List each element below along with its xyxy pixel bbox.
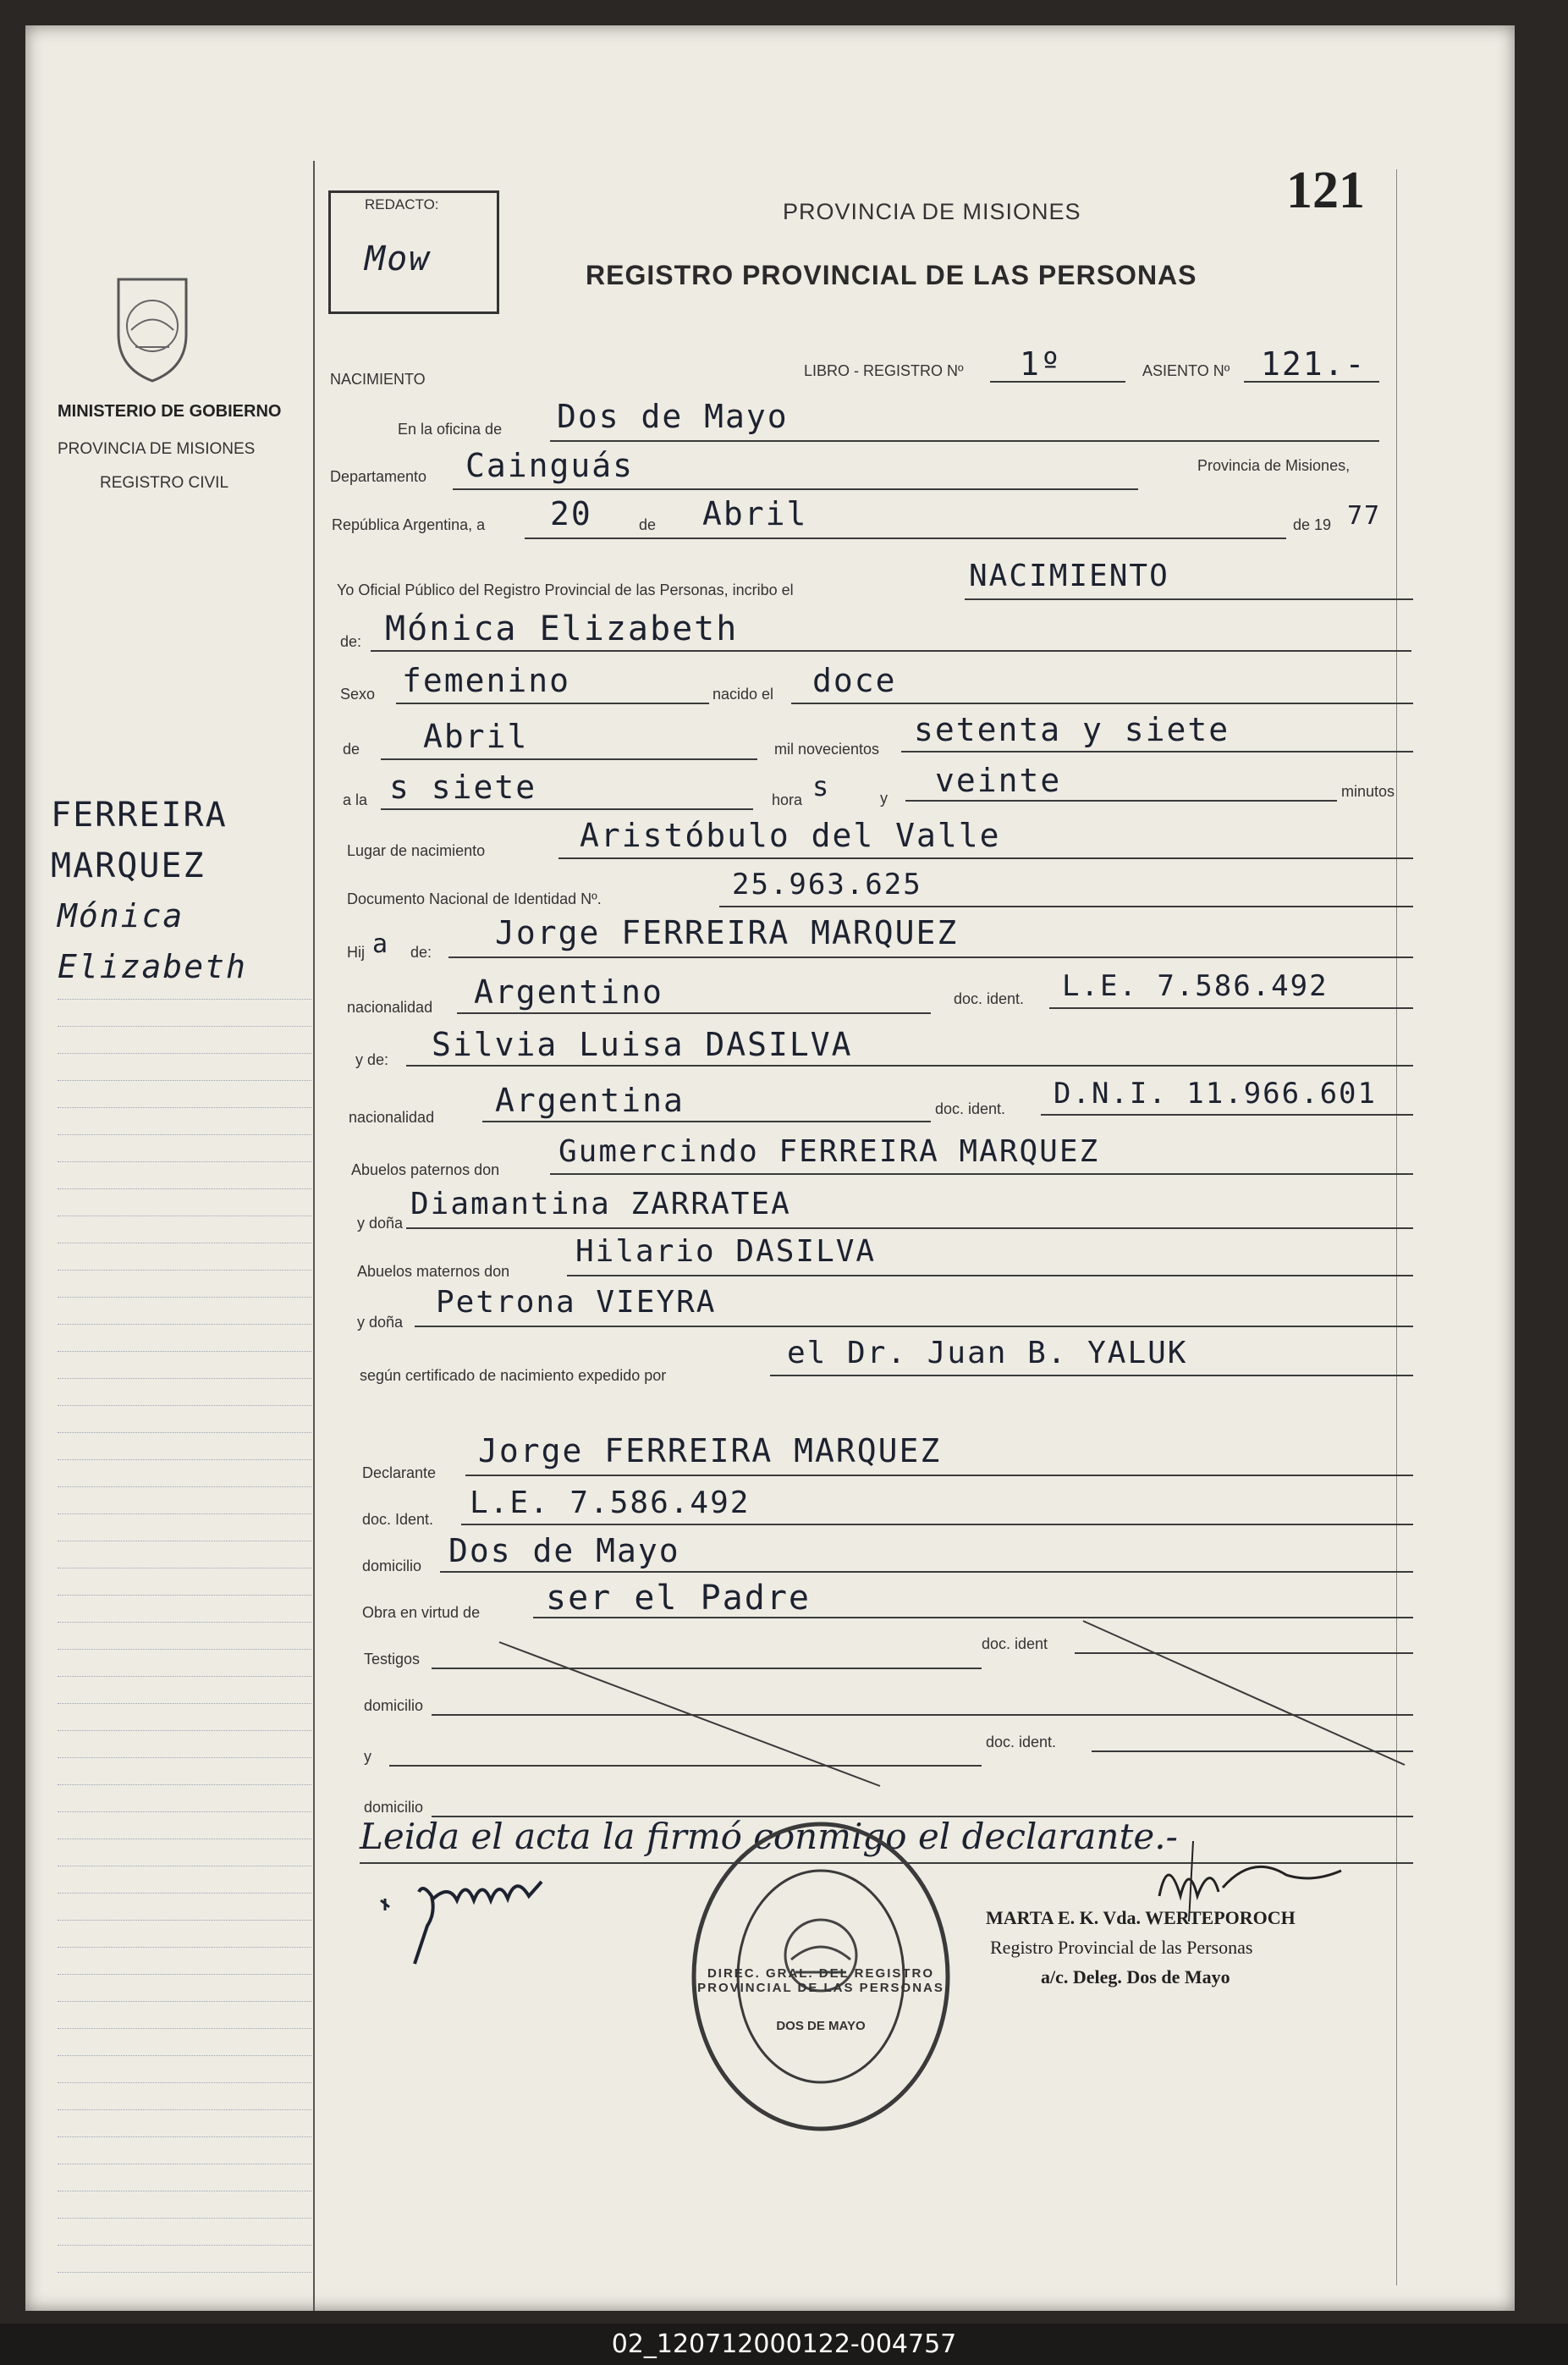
official-seal bbox=[685, 1816, 956, 2137]
testigo2-dom-label: domicilio bbox=[364, 1799, 424, 1816]
fecha-year-label: de 19 bbox=[1293, 516, 1332, 533]
abuelo-p-label: Abuelos paternos don bbox=[351, 1161, 500, 1178]
hora-label: a la bbox=[343, 791, 368, 808]
ministry-line2: PROVINCIA DE MISIONES bbox=[58, 440, 256, 458]
nac-madre-value: Argentina bbox=[495, 1082, 685, 1119]
nacido-value: doce bbox=[812, 662, 897, 699]
mes-label: de bbox=[343, 741, 360, 758]
libro-value: 1º bbox=[1020, 345, 1062, 383]
nac-padre-value: Argentino bbox=[474, 973, 663, 1011]
departamento-label: Departamento bbox=[330, 468, 427, 485]
hora-value: s siete bbox=[389, 769, 537, 806]
ministry-line1: MINISTERIO DE GOBIERNO bbox=[58, 402, 282, 421]
nombre-label: de: bbox=[340, 633, 362, 650]
official-name: MARTA E. K. Vda. WERTEPOROCH bbox=[986, 1907, 1296, 1928]
seal-inner-text: DOS DE MAYO bbox=[776, 2019, 866, 2033]
madre-value: Silvia Luisa DASILVA bbox=[432, 1026, 853, 1063]
obra-value: ser el Padre bbox=[546, 1579, 811, 1618]
official-role: Registro Provincial de las Personas bbox=[990, 1937, 1253, 1958]
redacto-initials: Mow bbox=[365, 240, 432, 278]
obra-label: Obra en virtud de bbox=[362, 1604, 481, 1621]
oficial-label: Yo Oficial Público del Registro Provincial de las Personas, incribo el bbox=[337, 582, 794, 598]
decl-doc-label: doc. Ident. bbox=[362, 1511, 434, 1528]
mil-value: setenta y siete bbox=[914, 711, 1230, 748]
closing-statement: Leida el acta la firmó conmigo el declarante.- bbox=[360, 1816, 1178, 1857]
margin-note-line4: Elizabeth bbox=[58, 948, 247, 985]
declarant-signature bbox=[372, 1866, 592, 1976]
horas-suffix: s bbox=[812, 770, 831, 802]
dni-label: Documento Nacional de Identidad Nº. bbox=[347, 890, 602, 907]
abuelo-p-value: Gumercindo FERREIRA MARQUEZ bbox=[558, 1134, 1100, 1169]
document-page bbox=[25, 25, 1515, 2311]
fecha-year: 77 bbox=[1347, 501, 1382, 531]
fecha-month: Abril bbox=[702, 495, 808, 532]
act-type-label: NACIMIENTO bbox=[330, 371, 426, 388]
y-label: y bbox=[880, 790, 888, 807]
province-heading: PROVINCIA DE MISIONES bbox=[783, 199, 1081, 224]
mil-label: mil novecientos bbox=[774, 741, 880, 758]
doc-madre-label: doc. ident. bbox=[935, 1100, 1006, 1117]
padre-suffix: a bbox=[372, 929, 390, 959]
image-id-caption: 02_120712000122-004757 bbox=[0, 2324, 1568, 2365]
doc-padre-label: doc. ident. bbox=[954, 990, 1025, 1007]
fecha-de: de bbox=[639, 516, 657, 533]
y-testigo-doc-label: doc. ident. bbox=[986, 1734, 1057, 1750]
minutos-label: minutos bbox=[1341, 783, 1395, 800]
declarante-label: Declarante bbox=[362, 1464, 437, 1481]
margin-note-line3: Mónica bbox=[58, 897, 184, 934]
nac-padre-label: nacionalidad bbox=[347, 999, 433, 1016]
madre-label: y de: bbox=[355, 1051, 389, 1068]
libro-label: LIBRO - REGISTRO Nº bbox=[804, 362, 964, 379]
nacido-label: nacido el bbox=[712, 686, 774, 703]
nombre-value: Mónica Elizabeth bbox=[385, 609, 739, 648]
asiento-label: ASIENTO Nº bbox=[1142, 362, 1230, 379]
fecha-day: 20 bbox=[550, 495, 592, 532]
sexo-value: femenino bbox=[402, 662, 571, 699]
oficial-value: NACIMIENTO bbox=[969, 559, 1169, 593]
sexo-label: Sexo bbox=[340, 686, 376, 703]
minutos-value: veinte bbox=[935, 762, 1062, 799]
decl-doc-value: L.E. 7.586.492 bbox=[470, 1486, 751, 1520]
testigos-doc-label: doc. ident bbox=[982, 1635, 1048, 1652]
horas-label: hora bbox=[772, 791, 803, 808]
abuela-m-value: Petrona VIEYRA bbox=[436, 1285, 717, 1320]
y-testigo-label: y bbox=[364, 1748, 371, 1765]
ministry-line3: REGISTRO CIVIL bbox=[100, 474, 229, 492]
doc-madre-value: D.N.I. 11.966.601 bbox=[1054, 1077, 1377, 1111]
padre-label-post: de: bbox=[410, 944, 432, 961]
departamento-value: Cainguás bbox=[465, 447, 635, 484]
nac-madre-label: nacionalidad bbox=[349, 1109, 435, 1126]
abuela-m-label: y doña bbox=[357, 1314, 404, 1331]
asiento-value: 121.- bbox=[1261, 345, 1367, 383]
abuelo-m-label: Abuelos maternos don bbox=[357, 1263, 510, 1280]
fecha-label: República Argentina, a bbox=[332, 516, 486, 533]
certificado-label: según certificado de nacimiento expedido por bbox=[360, 1367, 667, 1384]
lugar-value: Aristóbulo del Valle bbox=[580, 817, 1001, 854]
lugar-label: Lugar de nacimiento bbox=[347, 842, 486, 859]
margin-note-line1: FERREIRA bbox=[51, 796, 228, 835]
folio-number: 121 bbox=[1286, 162, 1365, 219]
dni-value: 25.963.625 bbox=[732, 868, 922, 901]
mes-value: Abril bbox=[423, 718, 529, 755]
testigos-dom-label: domicilio bbox=[364, 1697, 424, 1714]
official-delegation: a/c. Deleg. Dos de Mayo bbox=[1041, 1966, 1230, 1987]
certificado-value: el Dr. Juan B. YALUK bbox=[787, 1336, 1188, 1370]
padre-value: Jorge FERREIRA MARQUEZ bbox=[495, 914, 959, 951]
padre-label-pre: Hij bbox=[347, 944, 365, 961]
redacto-label: REDACTO: bbox=[365, 196, 439, 212]
testigos-label: Testigos bbox=[364, 1651, 421, 1668]
abuelo-m-value: Hilario DASILVA bbox=[575, 1234, 877, 1269]
declarante-value: Jorge FERREIRA MARQUEZ bbox=[478, 1432, 942, 1469]
oficina-value: Dos de Mayo bbox=[557, 398, 789, 435]
doc-padre-value: L.E. 7.586.492 bbox=[1062, 969, 1329, 1003]
domicilio-value: Dos de Mayo bbox=[448, 1532, 680, 1569]
departamento-suffix: Provincia de Misiones, bbox=[1197, 457, 1351, 474]
registry-title: REGISTRO PROVINCIAL DE LAS PERSONAS bbox=[586, 260, 1197, 290]
seal-outer-text: DIREC. GRAL. DEL REGISTRO PROVINCIAL DE LAS PERSONAS bbox=[697, 1966, 944, 1995]
domicilio-label: domicilio bbox=[362, 1557, 422, 1574]
oficina-label: En la oficina de bbox=[398, 421, 503, 438]
margin-note-line2: MARQUEZ bbox=[51, 846, 206, 885]
abuela-p-value: Diamantina ZARRATEA bbox=[410, 1187, 791, 1221]
abuela-p-label: y doña bbox=[357, 1215, 404, 1232]
